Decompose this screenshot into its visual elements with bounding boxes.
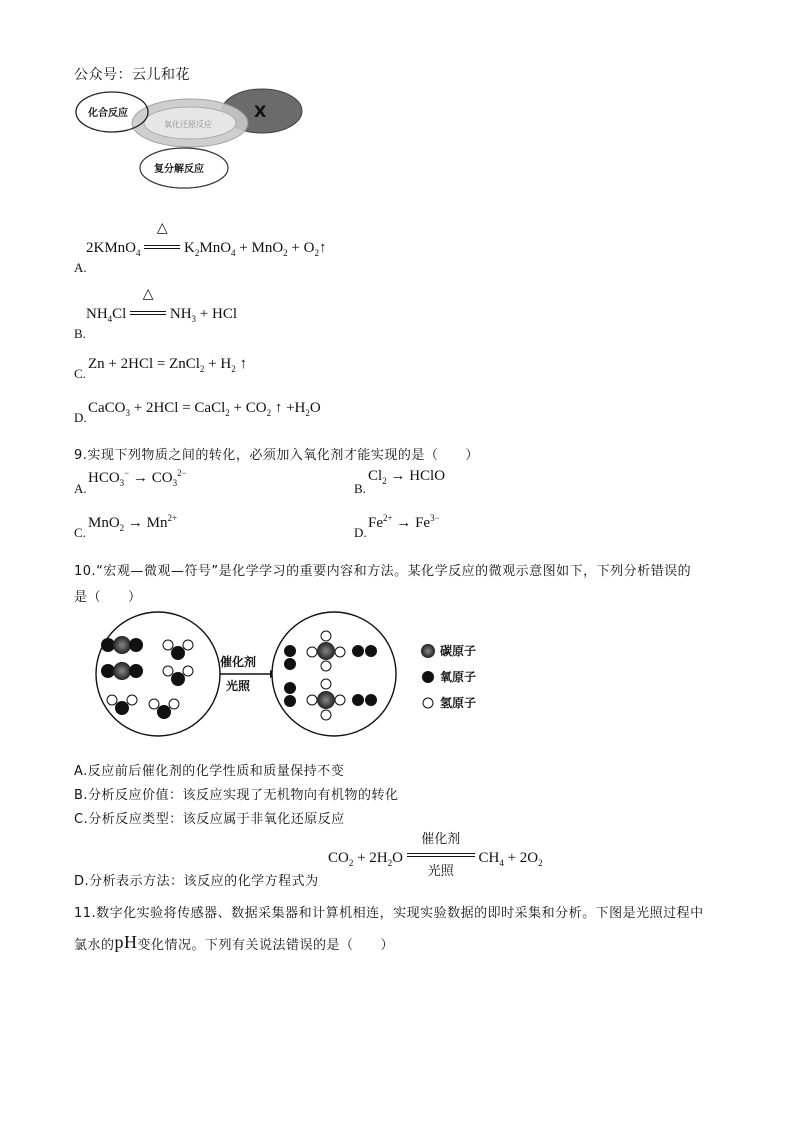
- ph-symbol: pH: [114, 932, 138, 952]
- q10-option-c: C.分析反应类型：该反应属于非氧化还原反应: [74, 812, 345, 827]
- legend-carbon-label: 碳原子: [440, 644, 477, 658]
- legend-hydrogen-icon: [423, 698, 433, 708]
- q9-option-a-formula: $HCO_3^- \to CO_3^{2-}$: [88, 468, 187, 488]
- q8-option-b-equation: $NH_4Cl$ △ $NH_3$ + HCl: [86, 287, 237, 324]
- header-watermark: 公众号：云儿和花: [74, 67, 190, 83]
- q8-option-d-label: D.: [74, 410, 87, 425]
- venn-label-double-decomp: 复分解反应: [154, 164, 204, 175]
- venn-label-combination: 化合反应: [88, 108, 128, 119]
- q11-stem-line2: 氯水的pH变化情况。下列有关说法错误的是（ ）: [74, 932, 395, 953]
- q9-option-c-formula: $MnO_2 \to Mn^{2+}$: [88, 513, 178, 533]
- q11-stem-line1: 11.数字化实验将传感器、数据采集器和计算机相连，实现实验数据的即时采集和分析。下图是光照过程中: [74, 906, 704, 921]
- q8-option-a-label: A.: [74, 260, 87, 275]
- q9-option-d-formula: $Fe^{2+} \to Fe^{3-}$: [368, 513, 440, 531]
- legend-hydrogen-label: 氢原子: [440, 696, 477, 710]
- q8-option-c-equation: Zn + 2HCl = ZnCl$_2$ + $H_2$ ↑: [88, 356, 247, 374]
- venn-diagram: [74, 86, 304, 198]
- q8-option-d-equation: CaCO$_3$ + 2HCl = CaCl$_2$ + $CO_2$ ↑ $+H_2O$: [88, 400, 321, 418]
- venn-label-redox: 氧化还原反应: [164, 120, 212, 129]
- q9-option-c-label: C.: [74, 525, 86, 540]
- q10-option-d: D.分析表示方法：该反应的化学方程式为: [74, 874, 319, 889]
- legend-oxygen-icon: [422, 671, 434, 683]
- q10-option-b: B.分析反应价值：该反应实现了无机物向有机物的转化: [74, 788, 399, 803]
- q9-option-a-label: A.: [74, 481, 87, 496]
- q10-stem-line1: 10.“宏观—微观—符号”是化学学习的重要内容和方法。某化学反应的微观示意图如下，下列分析错误的: [74, 564, 692, 579]
- co2-molecule: [101, 636, 143, 654]
- arrow-light-label: 光照: [226, 679, 251, 693]
- q9-stem: 9.实现下列物质之间的转化，必须加入氧化剂才能实现的是（ ）: [74, 448, 479, 463]
- q9-option-b-formula: $Cl_2$ → HClO: [368, 468, 446, 486]
- legend-carbon-icon: [421, 644, 435, 658]
- q8-option-b-label: B.: [74, 326, 86, 341]
- venn-label-x: X: [254, 102, 267, 121]
- co2-molecule: [101, 662, 143, 680]
- q10-option-a: A.反应前后催化剂的化学性质和质量保持不变: [74, 764, 345, 779]
- q9-option-b-label: B.: [354, 481, 366, 496]
- q8-option-a-equation: 2KMnO$_4$ △ $K_2MnO_4 + MnO_2$ + $O_2↑$: [86, 221, 327, 258]
- q9-option-d-label: D.: [354, 525, 367, 540]
- q8-option-c-label: C.: [74, 366, 86, 381]
- products-circle: [272, 612, 396, 736]
- arrow-catalyst-label: 催化剂: [220, 655, 257, 669]
- q10-option-d-equation: $CO_2 + 2H_2O$ 催化剂 光照 $CH_4 + 2O_2$: [328, 832, 543, 879]
- q10-stem-line2: 是（ ）: [74, 590, 142, 605]
- legend-oxygen-label: 氧原子: [440, 670, 477, 684]
- q10-reaction-diagram: [74, 608, 494, 740]
